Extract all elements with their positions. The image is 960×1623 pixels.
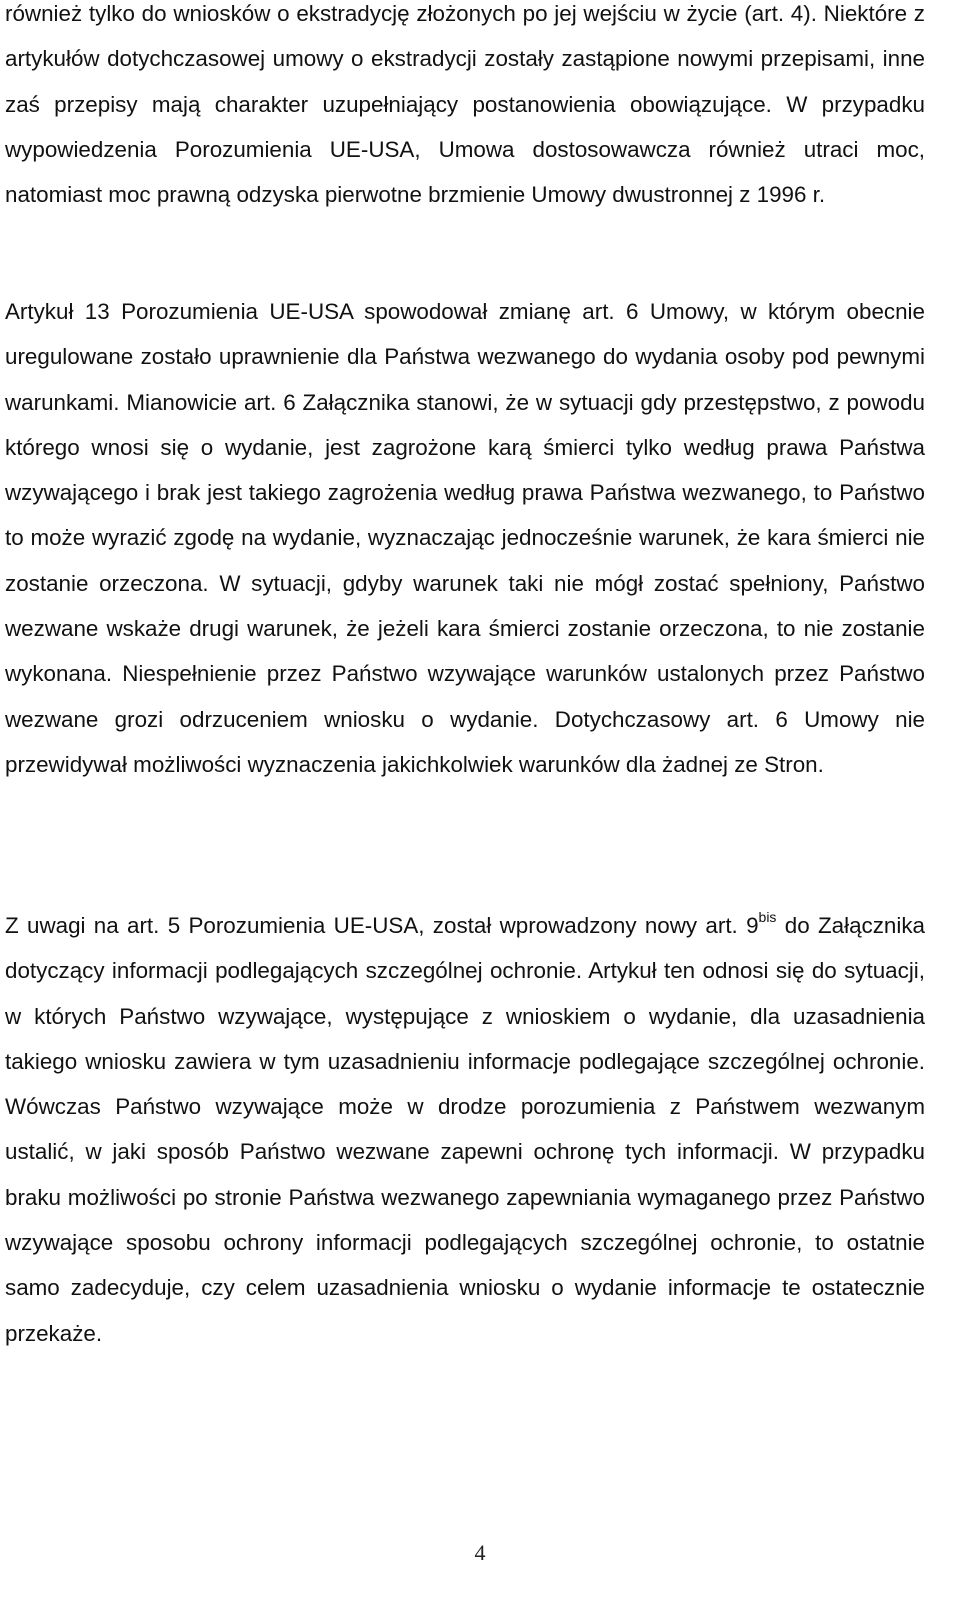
- paragraph-3-text-after: do Załącznika dotyczący informacji podlegających szczególnej ochronie. Artykuł ten odnosi się do sytuacji, w których Państwo wzywające, występujące z wnioskiem o wydanie, dla uzasadnienia takiego wniosku zawiera w tym uzasadnieniu informacje podlegające szczególnej ochronie. Wówczas Państwo wzywające może w drodze porozumienia z Państwem wezwanym ustalić, w jaki sposób Państwo wezwane zapewni ochronę tych informacji. W przypadku braku możliwości po stronie Państwa wezwanego zapewniania wymaganego przez Państwo wzywające sposobu ochrony informacji podlegających szczególnej ochronie, to ostatnie samo zadecyduje, czy celem uzasadnienia wniosku o wydanie informacje te ostatecznie przekaże.: [5, 913, 925, 1346]
- paragraph-1: również tylko do wniosków o ekstradycję złożonych po jej wejściu w życie (art. 4). Niektóre z artykułów dotychczasowej umowy o ekstradycji zostały zastąpione nowymi przepisami, inne zaś przepisy mają charakter uzupełniający postanowienia obowiązujące. W przypadku wypowiedzenia Porozumienia UE-USA, Umowa dostosowawcza również utraci moc, natomiast moc prawną odzyska pierwotne brzmienie Umowy dwustronnej z 1996 r.: [5, 1, 925, 208]
- superscript-bis: bis: [758, 908, 777, 925]
- paragraph-3-text-before: Z uwagi na art. 5 Porozumienia UE-USA, został wprowadzony nowy art. 9: [5, 913, 759, 938]
- paragraph-2: Artykuł 13 Porozumienia UE-USA spowodował zmianę art. 6 Umowy, w którym obecnie uregulowane zostało uprawnienie dla Państwa wezwanego do wydania osoby pod pewnymi warunkami. Mianowicie art. 6 Załącznika stanowi, że w sytuacji gdy przestępstwo, z powodu którego wnosi się o wydanie, jest zagrożone karą śmierci tylko według prawa Państwa wzywającego i brak jest takiego zagrożenia według prawa Państwa wezwanego, to Państwo to może wyrazić zgodę na wydanie, wyznaczając jednocześnie warunek, że kara śmierci nie zostanie orzeczona. W sytuacji, gdyby warunek taki nie mógł zostać spełniony, Państwo wezwane wskaże drugi warunek, że jeżeli kara śmierci zostanie orzeczona, to nie zostanie wykonana. Niespełnienie przez Państwo wzywające warunków ustalonych przez Państwo wezwane grozi odrzuceniem wniosku o wydanie. Dotychczasowy art. 6 Umowy nie przewidywał możliwości wyznaczenia jakichkolwiek warunków dla żadnej ze Stron.: [5, 299, 925, 777]
- paragraph-3: [5, 903, 925, 1356]
- page-number: 4: [474, 1540, 486, 1565]
